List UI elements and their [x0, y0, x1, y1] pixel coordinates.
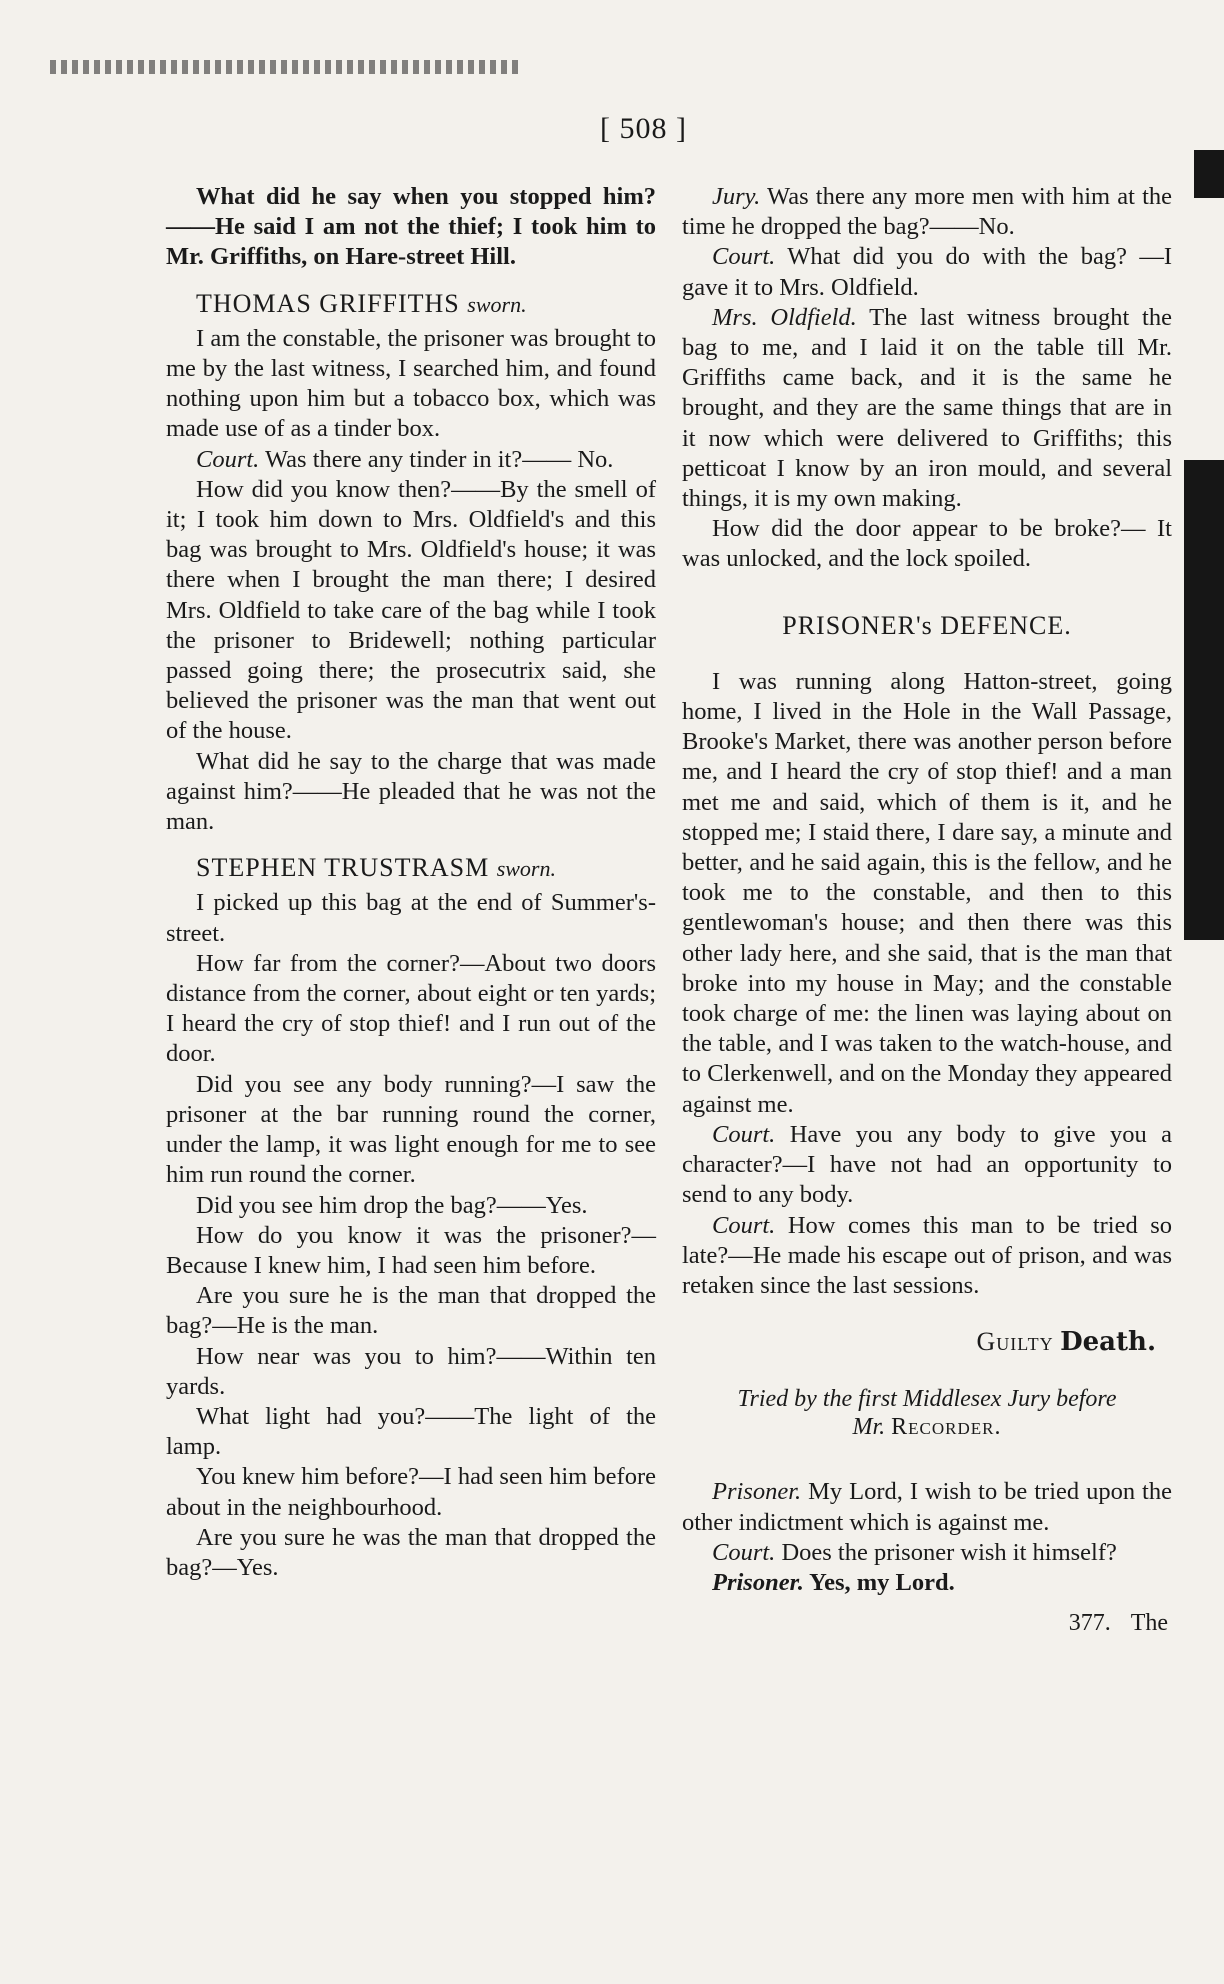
paragraph — [166, 445, 656, 475]
tried-mr: Mr. — [852, 1414, 886, 1441]
paragraph: I was running along Hatton-street, going home, I lived in the Hole in the Wall Passage, Brooke's Market, there was another person before me, and I heard the cry of stop thief! and a man met me and said, which of them is it, and he stopped me; I staid there, I dare say, a minute and better, and he said again, this is the fellow, and he took me to the constable, and then to this gentlewoman's house; and then there was this other lady here, and she said, that is the man that broke into my house in May; and the constable took charge of me: the linen was laying about on the table, and I was taken to the watch-house, and to Clerkenwell, and on the Monday they appeared against me. — [682, 667, 1172, 1118]
page-edge-speckle — [50, 60, 520, 74]
paragraph — [682, 1211, 1172, 1302]
witness-name: STEPHEN TRUSTRASM — [196, 853, 490, 883]
paragraph: What did he say when you stopped him? ——He said I am not the thief; I took him to Mr. Griffiths, on Hare-street Hill. — [166, 183, 656, 271]
verdict-sentence: Death. — [1060, 1327, 1156, 1358]
paragraph: What did he say to the charge that was made against him?——He pleaded that he was not the man. — [166, 747, 656, 836]
paragraph — [682, 1538, 1172, 1568]
left-column — [166, 182, 656, 1583]
paragraph — [682, 303, 1172, 514]
signature-mark: 377. — [1068, 1610, 1111, 1637]
speaker-label: Prisoner. — [712, 1568, 804, 1596]
spine-shadow-top — [1194, 150, 1224, 198]
footer-line — [682, 1608, 1172, 1638]
paragraph: How did you know then?——By the smell of it; I took him down to Mrs. Oldfield's and this bag was brought to Mrs. Oldfield's house; it was there when I brought the man there; I desired Mrs. Oldfield to take care of the bag while I took the prisoner to Bridewell; nothing particular passed going there; the prosecutrix said, she believed the prisoner was the man that went out of the house. — [166, 475, 656, 745]
speaker-label: Court. — [712, 243, 776, 271]
paragraph-text: Have you any body to give you a character?—I have not had an opportunity to send to any body. — [682, 1120, 1172, 1209]
speaker-label: Jury. — [712, 183, 761, 210]
paragraph-text: Was there any tinder in it?—— No. — [265, 445, 614, 473]
paragraph: Did you see him drop the bag?——Yes. — [196, 1191, 588, 1219]
witness-name: THOMAS GRIFFITHS — [196, 288, 460, 318]
paragraph — [682, 242, 1172, 302]
speaker-label: Court. — [712, 1120, 776, 1148]
speaker-label: Court. — [712, 1538, 776, 1566]
right-column — [682, 182, 1172, 1638]
verdict — [682, 1327, 1156, 1357]
speaker-label: Prisoner. — [712, 1478, 802, 1506]
paragraph: How did the door appear to be broke?— It was unlocked, and the lock spoiled. — [682, 515, 1172, 573]
sworn-label: sworn. — [496, 856, 556, 882]
paragraph: Are you sure he was the man that dropped the bag?—Yes. — [166, 1523, 656, 1581]
paragraph — [682, 1568, 1172, 1598]
paragraph: How far from the corner?—About two doors distance from the corner, about eight or ten yards; I heard the cry of stop thief! and I run out of the door. — [166, 949, 656, 1068]
paragraph: Are you sure he is the man that dropped the bag?—He is the man. — [166, 1282, 656, 1340]
section-heading: PRISONER's DEFENCE. — [782, 610, 1072, 640]
paragraph: You knew him before?—I had seen him before about in the neighbourhood. — [166, 1463, 656, 1521]
paragraph: How near was you to him?——Within ten yards. — [166, 1342, 656, 1400]
catchword: The — [1130, 1610, 1168, 1637]
witness-heading — [166, 289, 656, 320]
paragraph-text: My Lord, I wish to be tried upon the other indictment which is against me. — [682, 1478, 1172, 1536]
tried-recorder: Recorder. — [891, 1414, 1002, 1441]
tried-note — [682, 1385, 1172, 1441]
paragraph: How do you know it was the prisoner?— Because I knew him, I had seen him before. — [166, 1221, 656, 1279]
sworn-label: sworn. — [467, 291, 527, 317]
tried-line — [682, 1413, 1172, 1441]
paragraph: I picked up this bag at the end of Summer's-street. — [166, 889, 656, 947]
spine-shadow-middle — [1184, 460, 1224, 940]
witness-heading — [166, 853, 656, 884]
paragraph — [682, 1120, 1172, 1211]
speaker-label: Court. — [712, 1211, 776, 1239]
paragraph-text: The last witness brought the bag to me, and I laid it on the table till Mr. Griffiths came back, and it is the same he brought, and they are the same things that are in it now which were delivered to Griffiths; this petticoat I know by an iron mould, and several things, it is my own making. — [682, 303, 1172, 513]
paragraph-text: How comes this man to be tried so late?—He made his escape out of prison, and was retaken since the last sessions. — [682, 1211, 1173, 1299]
paragraph-text: What did you do with the bag? —I gave it to Mrs. Oldfield. — [682, 243, 1172, 301]
paragraph: What light had you?——The light of the lamp. — [166, 1402, 656, 1461]
tried-line: Tried by the first Middlesex Jury before — [737, 1386, 1117, 1413]
paragraph-text: Yes, my Lord. — [809, 1568, 955, 1596]
paragraph: Did you see any body running?—I saw the prisoner at the bar running round the corner, under the lamp, it was light enough for me to see him run round the corner. — [166, 1070, 656, 1189]
page-number: [ 508 ] — [600, 112, 687, 145]
paragraph — [682, 182, 1172, 242]
verdict-guilty: Guilty — [976, 1327, 1054, 1357]
speaker-label: Court. — [196, 445, 260, 473]
paragraph — [682, 1477, 1172, 1537]
speaker-label: Mrs. Oldfield. — [712, 303, 857, 331]
paragraph-text: Does the prisoner wish it himself? — [781, 1538, 1117, 1566]
paragraph-text: Was there any more men with him at the time he dropped the bag?——No. — [682, 183, 1172, 241]
paragraph: I am the constable, the prisoner was brought to me by the last witness, I searched him, and found nothing upon him but a tobacco box, which was made use of as a tinder box. — [166, 324, 656, 443]
